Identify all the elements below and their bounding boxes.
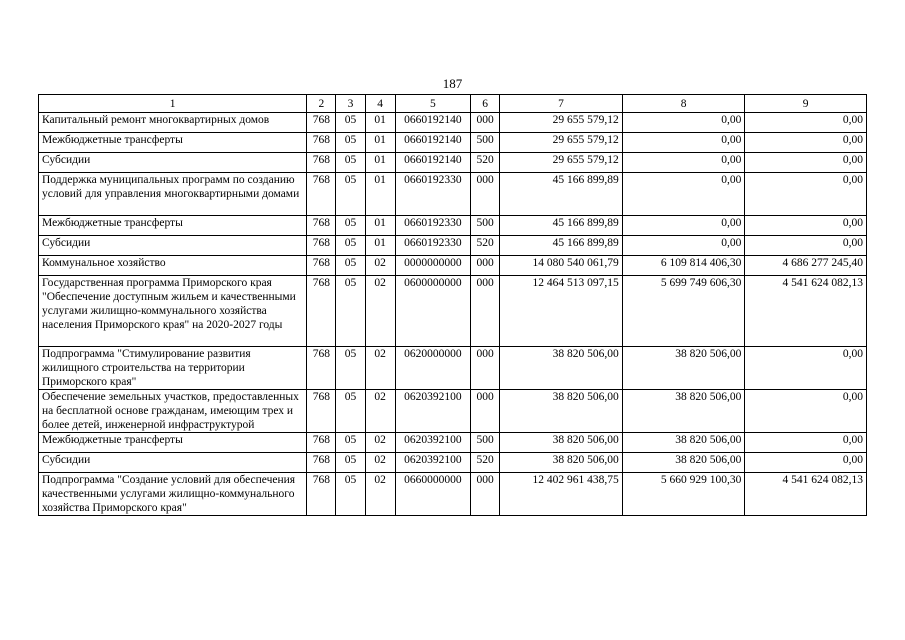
row-name-cell: Межбюджетные трансферты: [39, 133, 307, 153]
chapter-code-cell: 768: [307, 216, 336, 236]
row-name-cell: Субсидии: [39, 453, 307, 473]
amount-col7-cell: [500, 173, 623, 216]
amount-value: 45 166 899,89: [552, 237, 619, 249]
amount-col8-cell: [622, 390, 745, 433]
amount-col9-cell: [745, 453, 867, 473]
amount-col7-cell: [500, 473, 623, 516]
amount-col9-cell: [745, 256, 867, 276]
amount-col9-cell: [745, 236, 867, 256]
amount-col9-cell: [745, 276, 867, 347]
subsection-code-cell: 02: [365, 390, 395, 433]
amount-col7-cell: [500, 390, 623, 433]
amount-value: 6 109 814 406,30: [660, 257, 742, 269]
amount-value: 0,00: [721, 154, 742, 166]
amount-value: 0,00: [842, 114, 863, 126]
table-row: [39, 453, 867, 473]
subsection-code-cell: 01: [365, 153, 395, 173]
row-name-cell: Капитальный ремонт многоквартирных домов: [39, 113, 307, 133]
amount-value: 45 166 899,89: [552, 174, 619, 186]
amount-col8-cell: [622, 347, 745, 390]
section-code-cell: 05: [336, 236, 365, 256]
amount-value: 12 464 513 097,15: [532, 277, 619, 289]
row-name-cell: Государственная программа Приморского края "Обеспечение доступным жильем и качественными услугами жилищно-коммунального хозяйства населения Приморского края" на 2020-2027 годы: [39, 276, 307, 347]
target-article-cell: 0000000000: [395, 256, 470, 276]
row-name-cell: Субсидии: [39, 236, 307, 256]
amount-value: 0,00: [721, 114, 742, 126]
amount-col8-cell: [622, 453, 745, 473]
target-article-cell: 0660192140: [395, 113, 470, 133]
chapter-code-cell: 768: [307, 276, 336, 347]
amount-col9-cell: [745, 473, 867, 516]
subsection-code-cell: 02: [365, 347, 395, 390]
row-name-cell: Обеспечение земельных участков, предоставленных на бесплатной основе гражданам, имеющим трех и более детей, инженерной инфраструктурой: [39, 390, 307, 433]
expense-type-cell: 500: [471, 216, 500, 236]
expense-type-cell: 520: [471, 236, 500, 256]
chapter-code-cell: 768: [307, 113, 336, 133]
row-name-cell: Межбюджетные трансферты: [39, 216, 307, 236]
expense-type-cell: 520: [471, 153, 500, 173]
amount-value: 4 686 277 245,40: [782, 257, 863, 269]
table-row: [39, 390, 867, 433]
amount-value: 0,00: [842, 237, 863, 249]
amount-value: 38 820 506,00: [675, 454, 742, 466]
amount-value: 5 699 749 606,30: [660, 277, 742, 289]
table-row: [39, 433, 867, 453]
column-header: 6: [471, 95, 500, 113]
amount-col9-cell: [745, 433, 867, 453]
table-row: [39, 173, 867, 216]
section-code-cell: 05: [336, 473, 365, 516]
amount-col8-cell: [622, 216, 745, 236]
amount-value: 38 820 506,00: [552, 348, 619, 360]
subsection-code-cell: 01: [365, 113, 395, 133]
table-row: [39, 153, 867, 173]
section-code-cell: 05: [336, 173, 365, 216]
amount-value: 14 080 540 061,79: [532, 257, 619, 269]
target-article-cell: 0660192330: [395, 236, 470, 256]
amount-col8-cell: [622, 473, 745, 516]
target-article-cell: 0620392100: [395, 453, 470, 473]
target-article-cell: 0620392100: [395, 390, 470, 433]
amount-col7-cell: [500, 433, 623, 453]
target-article-cell: 0660000000: [395, 473, 470, 516]
expense-type-cell: 000: [471, 256, 500, 276]
row-name-cell: Коммунальное хозяйство: [39, 256, 307, 276]
column-header: 2: [307, 95, 336, 113]
amount-col8-cell: [622, 173, 745, 216]
subsection-code-cell: 02: [365, 256, 395, 276]
subsection-code-cell: 01: [365, 216, 395, 236]
amount-col7-cell: [500, 216, 623, 236]
target-article-cell: 0660192140: [395, 153, 470, 173]
chapter-code-cell: 768: [307, 390, 336, 433]
budget-table: [38, 94, 867, 516]
chapter-code-cell: 768: [307, 173, 336, 216]
expense-type-cell: 000: [471, 347, 500, 390]
chapter-code-cell: 768: [307, 133, 336, 153]
table-row: [39, 276, 867, 347]
amount-value: 12 402 961 438,75: [532, 474, 619, 486]
table-row: [39, 133, 867, 153]
amount-value: 29 655 579,12: [552, 134, 619, 146]
amount-value: 29 655 579,12: [552, 114, 619, 126]
amount-value: 0,00: [721, 174, 742, 186]
amount-value: 0,00: [842, 434, 863, 446]
column-header: 5: [395, 95, 470, 113]
section-code-cell: 05: [336, 153, 365, 173]
amount-value: 38 820 506,00: [552, 454, 619, 466]
amount-col7-cell: [500, 453, 623, 473]
amount-col7-cell: [500, 153, 623, 173]
table-row: [39, 347, 867, 390]
amount-col8-cell: [622, 276, 745, 347]
table-row: [39, 216, 867, 236]
column-header: 8: [622, 95, 745, 113]
table-row: [39, 256, 867, 276]
section-code-cell: 05: [336, 453, 365, 473]
chapter-code-cell: 768: [307, 153, 336, 173]
subsection-code-cell: 01: [365, 173, 395, 216]
amount-value: 38 820 506,00: [675, 348, 742, 360]
table-row: [39, 473, 867, 516]
amount-value: 29 655 579,12: [552, 154, 619, 166]
header-row: [39, 95, 867, 113]
amount-col7-cell: [500, 236, 623, 256]
amount-col7-cell: [500, 113, 623, 133]
column-header: 1: [39, 95, 307, 113]
column-header: 7: [500, 95, 623, 113]
expense-type-cell: 000: [471, 113, 500, 133]
subsection-code-cell: 02: [365, 453, 395, 473]
amount-col9-cell: [745, 153, 867, 173]
table-body: [39, 113, 867, 516]
amount-value: 0,00: [842, 391, 863, 403]
amount-value: 0,00: [721, 237, 742, 249]
amount-value: 0,00: [842, 174, 863, 186]
amount-col9-cell: [745, 173, 867, 216]
amount-col9-cell: [745, 113, 867, 133]
subsection-code-cell: 01: [365, 133, 395, 153]
amount-col9-cell: [745, 133, 867, 153]
subsection-code-cell: 02: [365, 433, 395, 453]
section-code-cell: 05: [336, 133, 365, 153]
column-header: 3: [336, 95, 365, 113]
amount-value: 38 820 506,00: [552, 391, 619, 403]
target-article-cell: 0660192140: [395, 133, 470, 153]
target-article-cell: 0660192330: [395, 216, 470, 236]
column-header: 4: [365, 95, 395, 113]
chapter-code-cell: 768: [307, 236, 336, 256]
amount-value: 0,00: [842, 348, 863, 360]
table-row: [39, 113, 867, 133]
row-name-cell: Поддержка муниципальных программ по созданию условий для управления многоквартирными домами: [39, 173, 307, 216]
chapter-code-cell: 768: [307, 347, 336, 390]
amount-col7-cell: [500, 133, 623, 153]
chapter-code-cell: 768: [307, 433, 336, 453]
amount-col8-cell: [622, 113, 745, 133]
target-article-cell: 0620000000: [395, 347, 470, 390]
expense-type-cell: 000: [471, 473, 500, 516]
amount-value: 0,00: [842, 217, 863, 229]
amount-value: 4 541 624 082,13: [782, 277, 863, 289]
section-code-cell: 05: [336, 433, 365, 453]
amount-value: 4 541 624 082,13: [782, 474, 863, 486]
amount-value: 0,00: [721, 217, 742, 229]
amount-value: 5 660 929 100,30: [660, 474, 742, 486]
amount-col9-cell: [745, 390, 867, 433]
amount-value: 45 166 899,89: [552, 217, 619, 229]
expense-type-cell: 500: [471, 433, 500, 453]
amount-value: 0,00: [842, 454, 863, 466]
amount-col8-cell: [622, 236, 745, 256]
expense-type-cell: 000: [471, 390, 500, 433]
amount-col8-cell: [622, 153, 745, 173]
row-name-cell: Подпрограмма "Стимулирование развития жилищного строительства на территории Приморского края": [39, 347, 307, 390]
section-code-cell: 05: [336, 347, 365, 390]
chapter-code-cell: 768: [307, 256, 336, 276]
section-code-cell: 05: [336, 216, 365, 236]
expense-type-cell: 520: [471, 453, 500, 473]
amount-col7-cell: [500, 256, 623, 276]
amount-col8-cell: [622, 256, 745, 276]
subsection-code-cell: 01: [365, 236, 395, 256]
page-number: 187: [442, 76, 463, 91]
section-code-cell: 05: [336, 256, 365, 276]
subsection-code-cell: 02: [365, 473, 395, 516]
expense-type-cell: 500: [471, 133, 500, 153]
amount-col8-cell: [622, 133, 745, 153]
row-name-cell: Субсидии: [39, 153, 307, 173]
expense-type-cell: 000: [471, 276, 500, 347]
amount-value: 38 820 506,00: [552, 434, 619, 446]
amount-col7-cell: [500, 276, 623, 347]
chapter-code-cell: 768: [307, 453, 336, 473]
target-article-cell: 0600000000: [395, 276, 470, 347]
section-code-cell: 05: [336, 390, 365, 433]
target-article-cell: 0660192330: [395, 173, 470, 216]
column-header: 9: [745, 95, 867, 113]
amount-col8-cell: [622, 433, 745, 453]
row-name-cell: Подпрограмма "Создание условий для обеспечения качественными услугами жилищно-коммунального хозяйства Приморского края": [39, 473, 307, 516]
expense-type-cell: 000: [471, 173, 500, 216]
amount-value: 0,00: [721, 134, 742, 146]
row-name-cell: Межбюджетные трансферты: [39, 433, 307, 453]
amount-col7-cell: [500, 347, 623, 390]
subsection-code-cell: 02: [365, 276, 395, 347]
amount-value: 38 820 506,00: [675, 391, 742, 403]
amount-value: 0,00: [842, 154, 863, 166]
amount-value: 0,00: [842, 134, 863, 146]
target-article-cell: 0620392100: [395, 433, 470, 453]
amount-col9-cell: [745, 216, 867, 236]
section-code-cell: 05: [336, 276, 365, 347]
section-code-cell: 05: [336, 113, 365, 133]
amount-col9-cell: [745, 347, 867, 390]
amount-value: 38 820 506,00: [675, 434, 742, 446]
table-row: [39, 236, 867, 256]
chapter-code-cell: 768: [307, 473, 336, 516]
